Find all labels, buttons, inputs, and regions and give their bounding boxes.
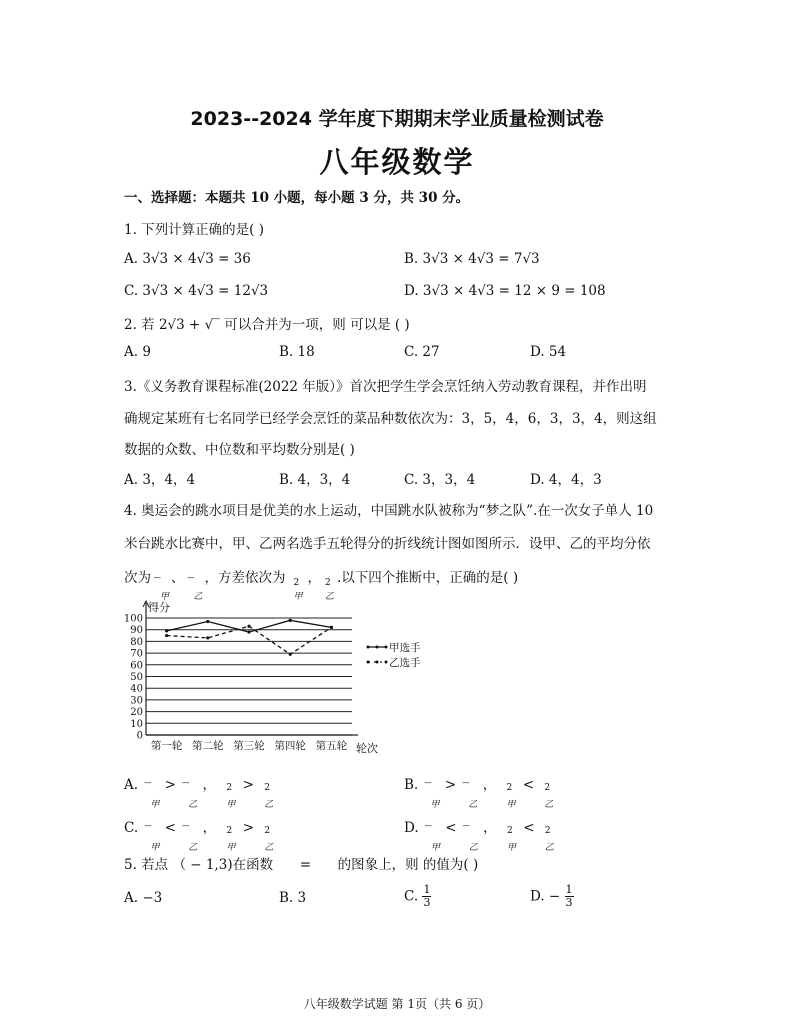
question-5-option-d [530, 884, 574, 909]
question-1-stem: 1. 下列计算正确的是( ) [124, 222, 264, 238]
sub-jia: 甲 [506, 800, 516, 810]
legend-dot [376, 646, 379, 649]
question-3-option-a: A. 3，4，4 [124, 472, 196, 488]
sub-yi: 乙 [188, 843, 198, 853]
q4-sub-jia: 甲 [160, 592, 170, 602]
series-line-2 [167, 626, 332, 654]
legend-dot [385, 646, 388, 649]
y-tick-label: 20 [130, 707, 143, 719]
q4-text-seg: 次为 [124, 570, 151, 586]
question-4-option-a: A. ‾ 甲 > ‾ 乙 ， 2 甲 > 2 乙 [124, 777, 274, 810]
option-label: B. [404, 777, 419, 793]
y-tick-label: 40 [130, 683, 143, 695]
exam-subtitle: 八年级数学 [319, 145, 475, 179]
sub-jia: 甲 [430, 800, 440, 810]
sub-jia: 甲 [150, 800, 160, 810]
q4-sub-yi: 乙 [193, 592, 203, 602]
comma: ， [482, 777, 497, 793]
q5-text-seg: 5. 若点 （ − 1,3)在函数 [124, 857, 274, 873]
exam-title: 2023--2024 学年度下期期末学业质量检测试卷 [190, 108, 604, 130]
series-point-1 [206, 620, 209, 623]
sup-2: 2 [544, 826, 551, 836]
legend-label-2: 乙选手 [389, 657, 421, 669]
question-1-option-b: B. 3√3 × 4√3 = 7√3 [404, 251, 540, 267]
q4-sup-2: 2 [325, 578, 331, 588]
question-4-option-d: D. ‾ 甲 < ‾ 乙 ， 2 甲 < 2 乙 [404, 820, 554, 853]
series-point-2 [165, 634, 168, 637]
sup-2: 2 [226, 783, 233, 793]
relation-variance: < [523, 820, 535, 836]
question-4-line-3: 次为 ‾ 甲 、 ‾ 乙 ，方差依次为 2 甲 ， 2 乙 .以下四个推断中，正确的是( ) [124, 570, 519, 602]
legend-dot [376, 661, 379, 664]
question-2-option-d: D. 54 [530, 344, 567, 360]
y-tick-label: 30 [130, 695, 143, 707]
sub-jia: 甲 [150, 843, 160, 853]
y-tick-label: 10 [130, 718, 143, 730]
sub-jia: 甲 [226, 800, 236, 810]
relation-mean: > [444, 777, 457, 793]
score-line-chart [120, 598, 440, 758]
sup-2: 2 [506, 826, 513, 836]
sub-jia: 甲 [226, 843, 236, 853]
y-tick-label: 80 [130, 636, 143, 648]
option-label: C. [404, 888, 419, 905]
sub-yi: 乙 [544, 800, 554, 810]
comma: ， [202, 777, 217, 793]
question-3-line-2: 确规定某班有七名同学已经学会烹饪的菜品种数依次为：3，5，4，6，3，3，4，则这组 [124, 411, 657, 427]
x-tick-label: 第五轮 [315, 740, 348, 752]
sup-2: 2 [544, 783, 551, 793]
y-axis-label: 得分 [148, 601, 170, 614]
relation-variance: > [242, 777, 254, 793]
question-4-option-b: B. ‾ 甲 > ‾ 乙 ， 2 甲 < 2 乙 [404, 777, 554, 810]
series-point-1 [289, 619, 292, 622]
fraction-denominator: 3 [423, 896, 431, 909]
q5-equals: = [299, 857, 311, 873]
question-4-option-c: C. ‾ 甲 < ‾ 乙 ， 2 甲 > 2 乙 [124, 820, 274, 853]
fraction-numerator: 1 [565, 883, 573, 896]
series-point-2 [330, 626, 333, 629]
relation-variance: < [522, 777, 535, 793]
q4-sub-jia: 甲 [293, 592, 303, 602]
q4-text-seg: ，方差依次为 [204, 570, 286, 586]
sub-yi: 乙 [264, 800, 274, 810]
page-footer: 八年级数学试题 第 1页（共 6 页） [303, 997, 491, 1011]
series-point-2 [289, 653, 292, 656]
legend-dot [367, 661, 370, 664]
question-4-line-1: 4. 奥运会的跳水项目是优美的水上运动，中国跳水队被称为“梦之队”.在一次女子单人 10 [124, 503, 654, 519]
series-point-1 [165, 629, 168, 632]
q4-sup-2: 2 [293, 578, 300, 588]
question-1-option-c: C. 3√3 × 4√3 = 12√3 [124, 283, 269, 299]
q4-text-seg: 、 [171, 570, 185, 586]
option-label: C. [124, 820, 139, 836]
option-label: D. − [530, 888, 561, 905]
fraction-numerator: 1 [423, 883, 431, 896]
relation-mean: < [445, 820, 457, 836]
x-tick-label: 第三轮 [233, 740, 265, 752]
sub-yi: 乙 [544, 843, 554, 853]
option-label: D. [404, 820, 419, 836]
series-point-2 [206, 636, 209, 639]
question-5-option-b: B. 3 [279, 890, 307, 906]
sup-2: 2 [264, 826, 271, 836]
y-tick-label: 100 [123, 613, 143, 625]
series-point-2 [247, 625, 250, 628]
comma: ， [483, 820, 497, 836]
fraction-denominator: 3 [565, 896, 573, 909]
x-tick-label: 第一轮 [150, 740, 183, 752]
relation-mean: < [164, 820, 177, 836]
question-3-line-1: 3.《义务教育课程标准(2022 年版）》首次把学生学会烹饪纳入劳动教育课程，并作出明 [124, 379, 647, 395]
sub-jia: 甲 [506, 843, 516, 853]
question-3-option-b: B. 4，3，4 [279, 472, 351, 488]
question-3-option-d: D. 4，4，3 [530, 472, 602, 488]
sub-yi: 乙 [468, 800, 478, 810]
sub-yi: 乙 [468, 843, 478, 853]
question-1-option-d: D. 3√3 × 4√3 = 12 × 9 = 108 [404, 283, 606, 299]
question-3-line-3: 数据的众数、中位数和平均数分别是( ) [124, 442, 355, 458]
x-axis-label: 轮次 [356, 742, 378, 755]
y-tick-label: 60 [130, 660, 143, 672]
q4-text-seg: ， [307, 570, 321, 586]
question-2-option-a: A. 9 [124, 344, 151, 360]
question-5-option-c [404, 884, 431, 909]
section-heading: 一、选择题：本题共 10 小题，每小题 3 分，共 30 分。 [124, 190, 470, 206]
question-2-option-c: C. 27 [404, 344, 440, 360]
series-point-1 [247, 630, 250, 633]
y-tick-label: 0 [136, 730, 143, 742]
sup-2: 2 [226, 826, 233, 836]
y-tick-label: 90 [130, 625, 143, 637]
question-3-option-c: C. 3，3，4 [404, 472, 476, 488]
legend-dot [367, 646, 370, 649]
legend-dot [385, 661, 388, 664]
relation-mean: > [164, 777, 176, 793]
comma: ， [202, 820, 217, 836]
sub-yi: 乙 [188, 800, 198, 810]
y-tick-label: 70 [130, 648, 143, 660]
sup-2: 2 [506, 783, 513, 793]
q5-text-seg: 的图象上，则 的值为( ) [337, 857, 479, 873]
question-2-option-b: B. 18 [279, 344, 315, 360]
question-2-stem: 2. 若 2√3 + √‾ 可以合并为一项，则 可以是 ( ) [124, 317, 410, 333]
option-label: A. [124, 777, 139, 793]
relation-variance: > [242, 820, 255, 836]
legend-label-1: 甲选手 [389, 642, 421, 654]
question-1-option-a: A. 3√3 × 4√3 = 36 [124, 251, 251, 267]
sub-jia: 甲 [430, 843, 440, 853]
question-5-stem [124, 853, 478, 873]
question-5-option-a: A. −3 [124, 890, 163, 906]
x-tick-label: 第二轮 [192, 740, 224, 752]
question-4-line-2: 米台跳水比赛中，甲、乙两名选手五轮得分的折线统计图如图所示．设甲、乙的平均分依 [124, 536, 651, 552]
y-tick-label: 50 [130, 672, 143, 683]
sup-2: 2 [264, 783, 270, 793]
q4-sub-yi: 乙 [325, 592, 335, 602]
x-tick-label: 第四轮 [274, 740, 306, 752]
q4-text-seg: .以下四个推断中，正确的是( ) [337, 570, 519, 586]
sub-yi: 乙 [264, 843, 274, 853]
